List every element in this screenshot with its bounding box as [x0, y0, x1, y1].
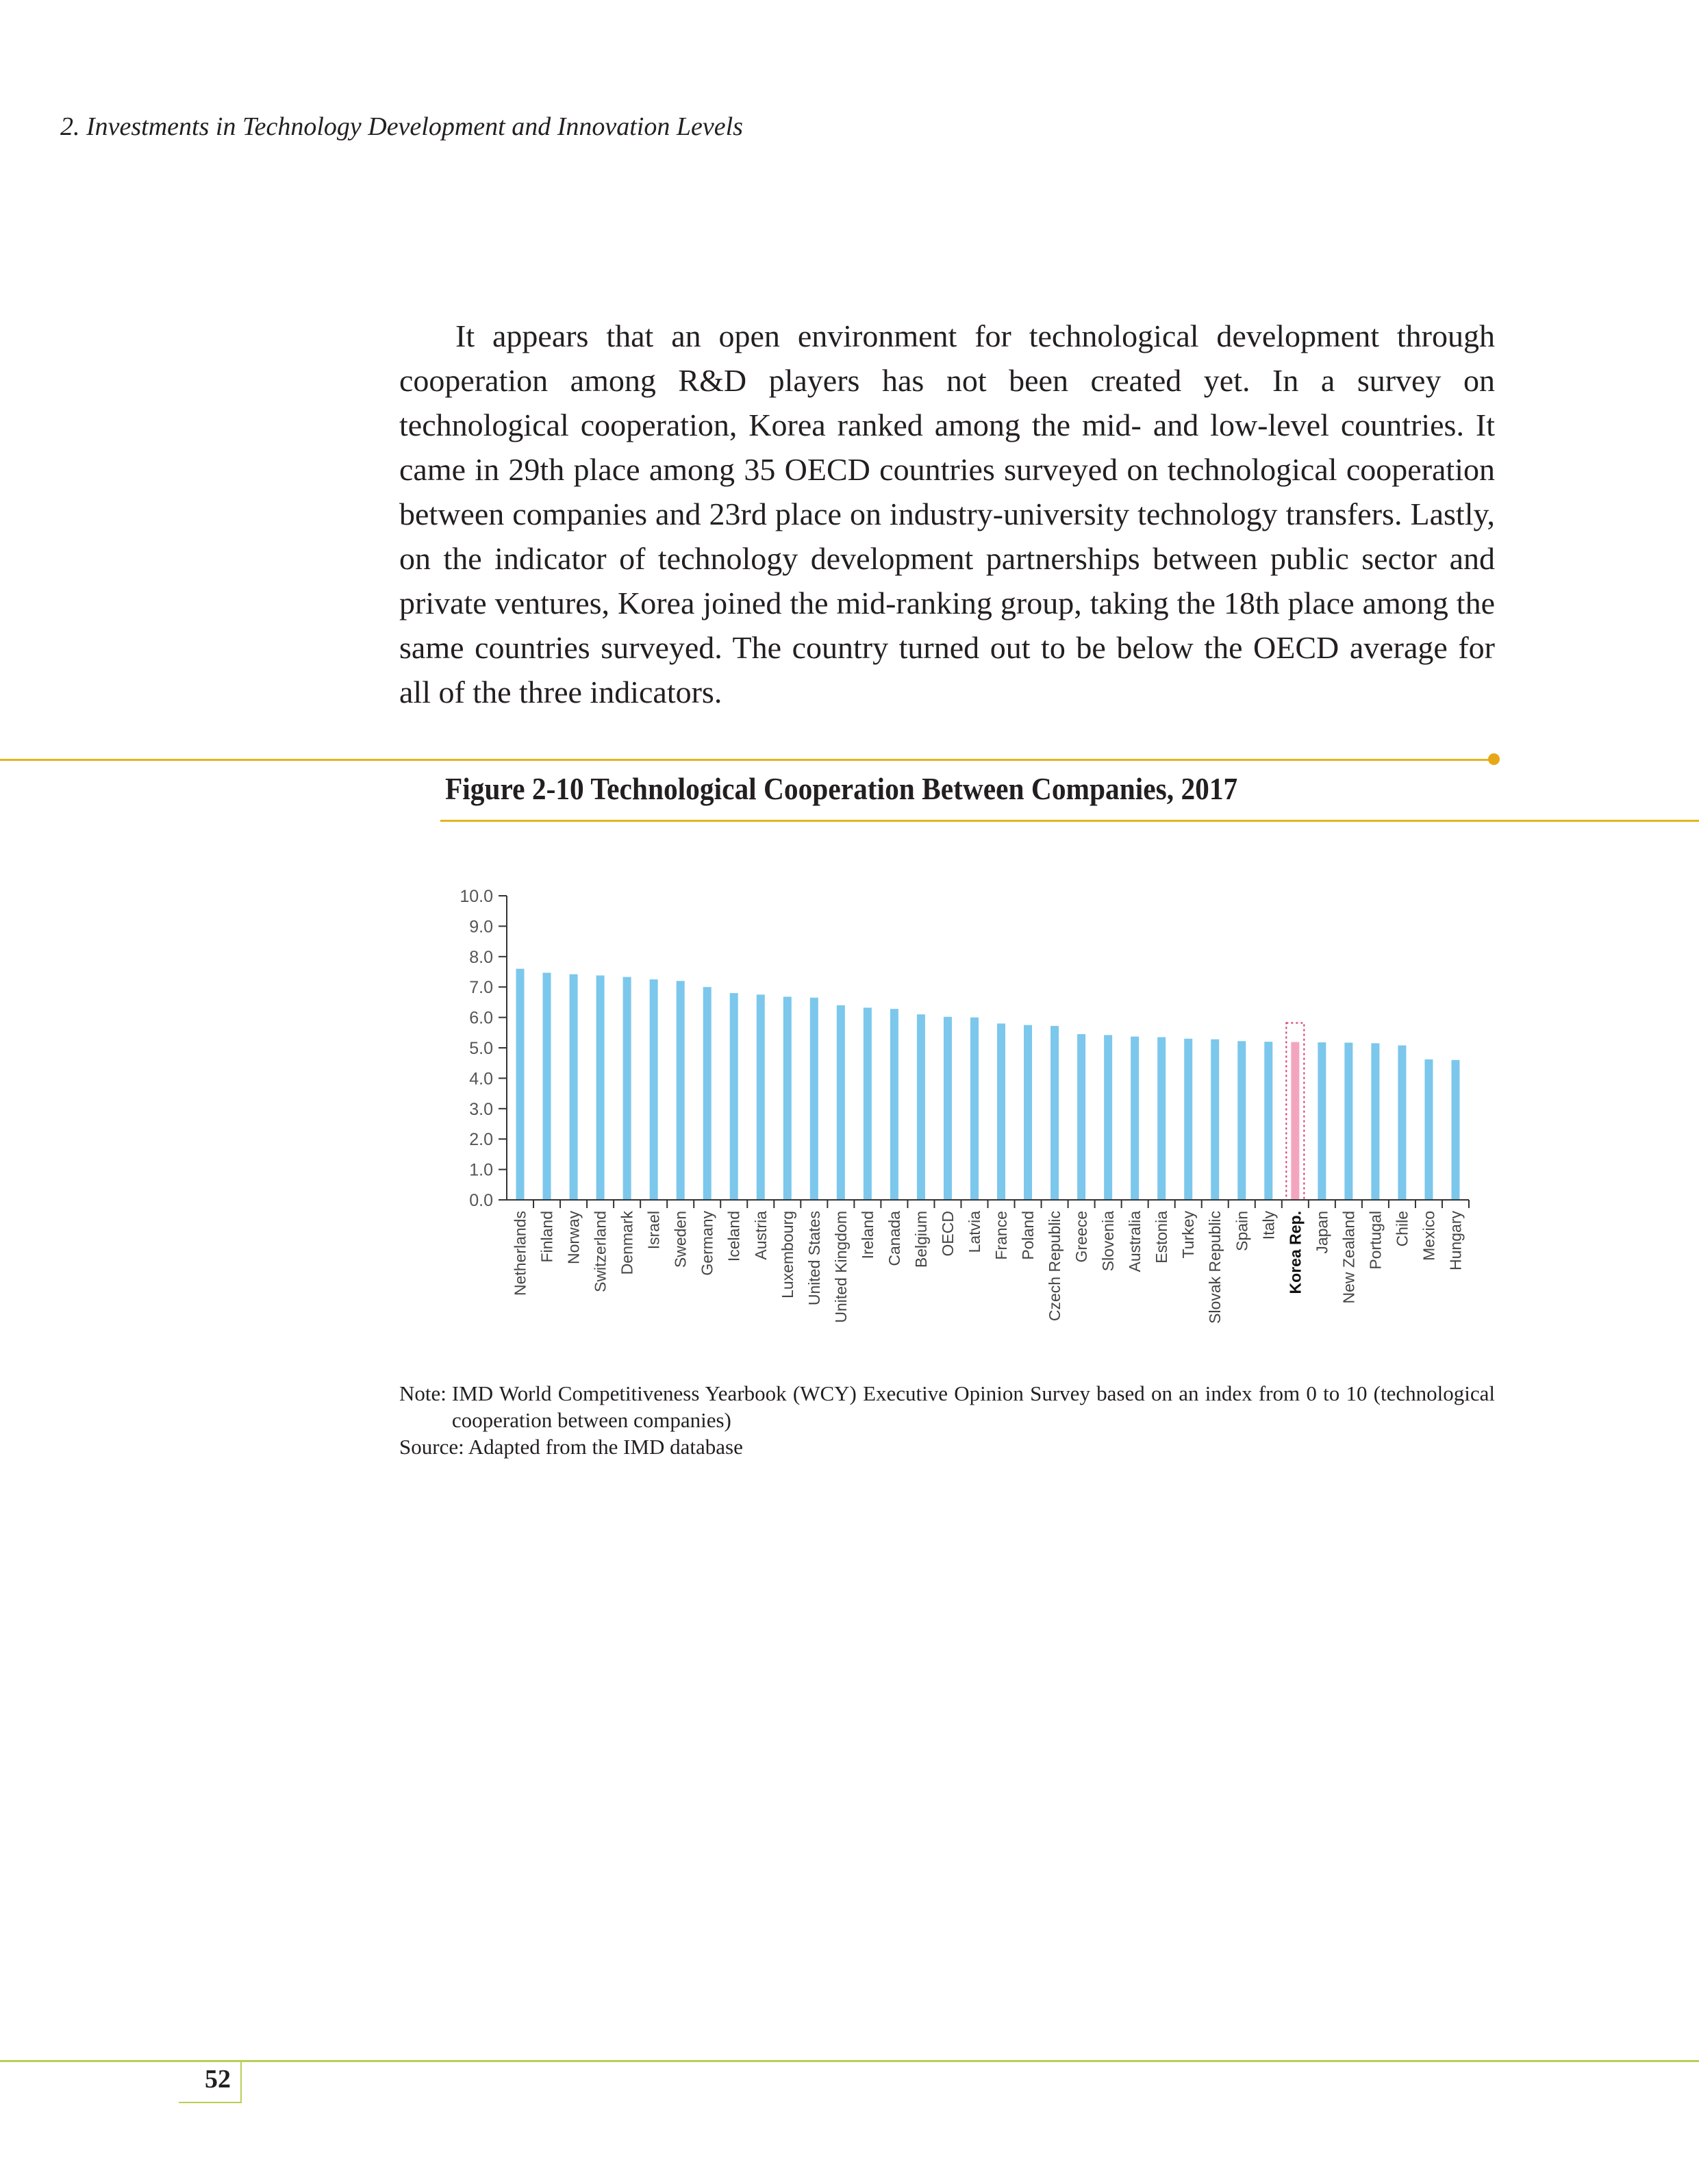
bar [1451, 1060, 1459, 1200]
source-line: Source: Adapted from the IMD database [399, 1435, 743, 1459]
y-tick-label: 9.0 [469, 917, 493, 937]
bar [757, 994, 765, 1200]
bar [516, 969, 525, 1200]
x-label: Czech Republic [1046, 1211, 1064, 1322]
x-label: United States [805, 1211, 823, 1306]
bar [810, 998, 818, 1200]
x-label: United Kingdom [831, 1211, 850, 1323]
x-label: Poland [1019, 1211, 1037, 1260]
x-label: Finland [538, 1211, 556, 1263]
y-tick-label: 7.0 [469, 978, 493, 998]
figure-title-underline [440, 820, 1699, 822]
x-label: Sweden [671, 1211, 690, 1268]
bar [783, 996, 792, 1200]
bar [677, 981, 685, 1200]
x-label: New Zealand [1339, 1211, 1358, 1304]
x-label: Ireland [858, 1211, 877, 1259]
y-axis [460, 887, 507, 1210]
bar [1424, 1059, 1433, 1200]
y-tick-label: 1.0 [469, 1160, 493, 1180]
y-tick-label: 8.0 [469, 947, 493, 967]
bar [837, 1005, 845, 1200]
x-label: Luxembourg [778, 1211, 796, 1298]
bar [1104, 1035, 1112, 1200]
y-tick-label: 5.0 [469, 1039, 493, 1058]
x-label: OECD [938, 1211, 957, 1257]
x-label: Australia [1126, 1211, 1144, 1272]
bar [970, 1018, 979, 1200]
running-header: 2. Investments in Technology Development and Innovation Levels [60, 112, 743, 141]
note-label: Note: [399, 1381, 446, 1405]
x-label: Germany [698, 1211, 716, 1276]
x-label: Greece [1072, 1211, 1091, 1263]
x-label: Switzerland [591, 1211, 609, 1292]
bar-chart [411, 863, 1479, 1356]
bar [890, 1009, 898, 1200]
bar [944, 1017, 952, 1200]
y-tick-label: 2.0 [469, 1130, 493, 1150]
page-number: 52 [205, 2065, 231, 2094]
bar [1344, 1042, 1352, 1200]
x-label: Chile [1393, 1211, 1411, 1247]
x-label: Austria [751, 1211, 770, 1260]
page-number-box [179, 2061, 242, 2103]
x-label: Norway [564, 1211, 583, 1264]
x-label: Turkey [1179, 1211, 1198, 1259]
bars [516, 969, 1460, 1200]
x-label: Israel [644, 1211, 663, 1250]
y-tick-label: 0.0 [469, 1191, 493, 1210]
bar [1211, 1040, 1219, 1200]
bar [650, 979, 658, 1200]
y-tick-label: 10.0 [460, 887, 493, 906]
bar [703, 987, 712, 1200]
figure-title: Figure 2-10 Technological Cooperation Between Companies, 2017 [445, 771, 1238, 806]
bar [1184, 1039, 1192, 1200]
y-tick-label: 4.0 [469, 1069, 493, 1089]
bar [570, 975, 578, 1200]
x-label: Japan [1313, 1211, 1331, 1254]
bar [1077, 1034, 1085, 1200]
y-tick-label: 3.0 [469, 1099, 493, 1119]
bar [917, 1014, 925, 1200]
x-label: Denmark [618, 1211, 636, 1275]
footer-rule [0, 2060, 1699, 2062]
x-label: France [992, 1211, 1011, 1260]
bar [864, 1007, 872, 1200]
bar [730, 993, 738, 1200]
x-label: Italy [1259, 1211, 1278, 1240]
bar [1264, 1042, 1272, 1200]
bar [596, 975, 605, 1200]
x-label-highlight: Korea Rep. [1286, 1211, 1305, 1294]
divider-dot [1488, 753, 1500, 765]
x-label: Slovenia [1099, 1211, 1118, 1272]
x-label: Netherlands [511, 1211, 529, 1296]
x-label: Latvia [965, 1211, 983, 1253]
bar [1157, 1037, 1166, 1200]
bar [1237, 1041, 1246, 1200]
y-tick-label: 6.0 [469, 1008, 493, 1028]
bar-highlight [1291, 1042, 1299, 1200]
bar [1318, 1042, 1326, 1200]
section-divider [0, 759, 1495, 761]
x-label: Spain [1233, 1211, 1251, 1251]
bar [543, 972, 551, 1200]
bar [623, 977, 631, 1200]
x-label: Canada [885, 1211, 903, 1266]
figure-notes [399, 1380, 1495, 1460]
x-axis [507, 1200, 1469, 1324]
x-label: Estonia [1153, 1211, 1171, 1264]
bar [1398, 1045, 1406, 1200]
x-label: Hungary [1446, 1211, 1465, 1270]
bar [1371, 1043, 1379, 1200]
note-text: IMD World Competitiveness Yearbook (WCY) Executive Opinion Survey based on an index from 0 to 10 (technological cooperation between companies) [451, 1381, 1495, 1432]
body-paragraph: It appears that an open environment for technological development through cooperation among R&D players has not been created yet. In a survey on technological cooperation, Korea ranked among the mid- and low-level countries. It came in 29th place among 35 OECD countries surveyed on technological cooperation between companies and 23rd place on industry-university technology transfers. Lastly, on the indicator of technology development partnerships between public sector and private ventures, Korea joined the mid-ranking group, taking the 18th place among the same countries surveyed. The country turned out to be below the OECD average for all of the three indicators. [399, 318, 1495, 710]
x-label: Mexico [1420, 1211, 1438, 1261]
bar [1024, 1025, 1032, 1200]
bar [1050, 1026, 1059, 1200]
x-label: Iceland [725, 1211, 743, 1262]
bar [1131, 1037, 1139, 1200]
x-label: Portugal [1366, 1211, 1385, 1270]
note-line [399, 1380, 1495, 1433]
x-label: Belgium [911, 1211, 930, 1268]
bar [997, 1023, 1005, 1200]
x-label: Slovak Republic [1206, 1211, 1224, 1324]
